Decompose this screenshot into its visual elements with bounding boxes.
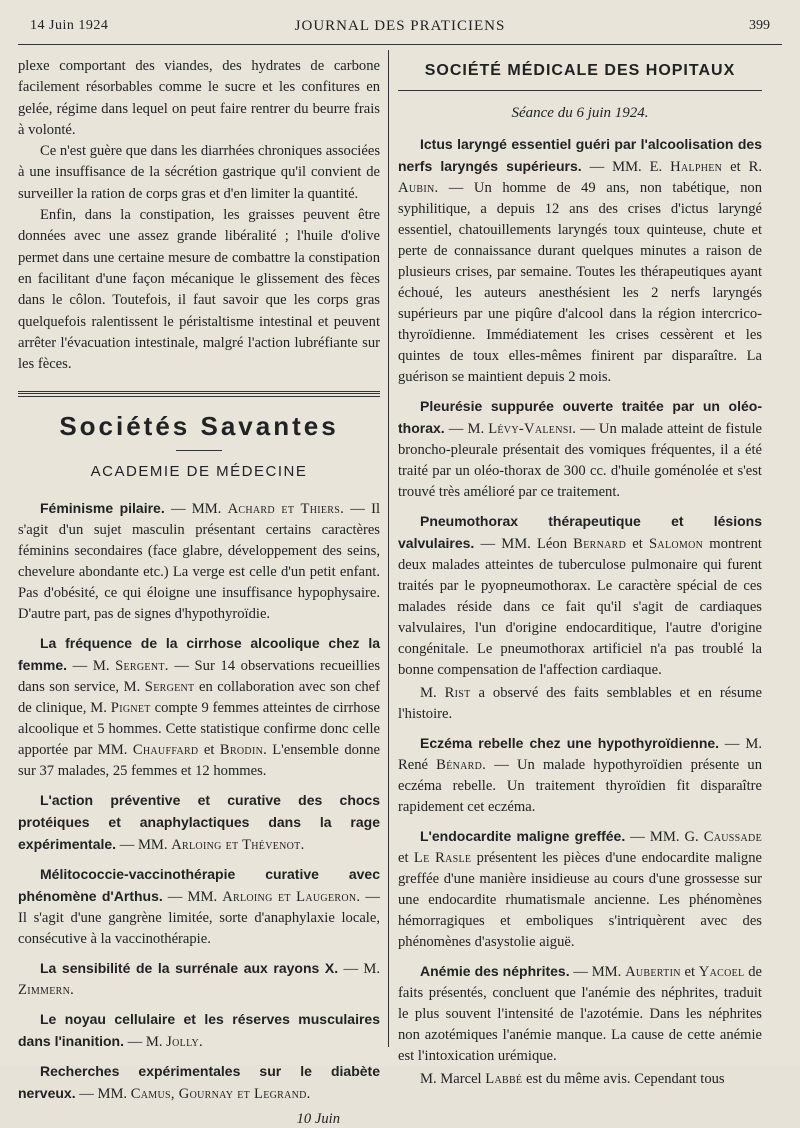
article-body: — Il s'agit d'un sujet masculin présentant certains caractères féminins secondaires (face glabre, développement des seins, chevelure abondante etc.) La verge est celle d'un petit enfant. Pas d'obésité, ce qui éloigne une insuffisance hypophysaire. D'autre part, pas de signes d'hypothyroïdie. [18,501,380,623]
intro-paragraph-3: Enfin, dans la constipation, les graisses peuvent être données avec une assez grande libéralité ; l'huile d'olive permet dans une certaine mesure de combattre la constipation en facilitant d'une façon mécanique le glissement des fèces dans le côlon. Toutefois, il faut savoir que les corps gras quelquefois ralentissent le péristaltisme intestinal et peuvent arrêter l'évacuation intestinale, malgré l'action lubréfiante sur les fèces. [18,207,380,373]
article-authors: Camus, Gournay et Legrand. [130,1086,311,1103]
article-body: . L'ensemble donne sur 37 malades, 25 femmes et 12 hommes. [18,742,380,780]
article-title: Anémie des néphrites. [420,963,570,979]
article-dash: — M. [67,658,116,675]
article-body: M. Marcel [420,1071,486,1087]
author-name: Chauffard [132,742,199,759]
article-authors: Zimmern. [18,982,75,999]
article-dash: — MM. G. [625,829,704,845]
article-dash: — M. [444,421,489,437]
section-separator [18,391,380,397]
header-journal-title: JOURNAL DES PRATICIENS [294,18,506,34]
article-body: — Un malade atteint de fistule broncho-pleurale présentait des vomiques fréquentes, il a été traité par un oléo-thorax de 300 cc. d'huile goménolée et s'est trouvé très amélioré par ce traitement. [398,421,762,500]
page-header [30,18,770,44]
article-title: L'action préventive et curative des chocs protéiques et anaphylactiques dans la rage expérimentale. [18,792,380,853]
author-name: Caussade [703,829,762,845]
article-authors: Jolly. [166,1034,203,1051]
intro-paragraph-2: Ce n'est guère que dans les diarrhées chroniques associées à une insuffisance de la sécrétion gastrique qu'il convient de surveiller la ration de corps gras et d'en limiter la quantité. [18,143,380,202]
article-title: Féminisme pilaire. [40,500,165,517]
author-name: Salomon [649,536,704,552]
article-title: La sensibilité de la surrénale aux rayons X. [40,960,339,977]
author-name: Brodin [219,742,264,759]
article-title: Pneumothorax thérapeutique et lésions valvulaires. [398,513,762,551]
article-dash: — MM. [164,501,228,518]
article-eczema [398,733,762,818]
author-name: Labbé [485,1071,523,1087]
author-name: Halphen [670,159,723,175]
article-title: Le noyau cellulaire et les réserves musculaires dans l'inanition. [18,1011,380,1050]
article-feminisme [18,498,380,625]
article-title: Mélitococcie-vaccinothérapie curative avec phénomène d'Arthus. [18,866,380,905]
author-name: Aubertin [625,964,681,980]
author-name: Sergent. [115,658,169,675]
author-name: Sergent [144,679,195,696]
article-labbe [398,1069,762,1090]
article-body: et [398,850,414,866]
article-body: — Il s'agit d'une gangrène limitée, sorte d'anaphylaxie locale, consécutive à la vaccinothérapie. [18,889,380,948]
article-body: — Un malade hypothyroïdien présente un eczéma rebelle. Un traitement thyroïdien fit disparaître rapidement cet eczéma. [398,757,763,815]
short-rule [176,450,222,451]
article-melitococcie [18,864,380,950]
article-body: M. [420,685,445,701]
article-title: Eczéma rebelle chez une hypothyroïdienne. [420,735,720,751]
article-pneumothorax [398,511,762,681]
article-title: Ictus laryngé essentiel guéri par l'alcoolisation des nerfs laryngés supérieurs. [398,136,762,174]
article-authors: Arloing et Thévenot. [171,837,305,854]
article-pleuresie [398,396,762,503]
continued-date: 10 Juin [296,1111,340,1128]
intro-paragraph-1: plexe comportant des viandes, des hydrates de carbone facilement résorbables comme le sucre et les confitures en gelée, régime dans lequel on peut faire rentrer du beurre frais à volonté. [18,58,380,138]
article-body: compte 9 femmes atteintes de cirrhose alcoolique et 5 hommes. Cette statistique confirme donc celle apportée par MM. [18,700,380,759]
article-body: en collaboration avec son chef de clinique, M. [18,679,381,717]
article-endocardite [398,826,762,953]
article-authors: Lévy-Valensi. [488,421,577,437]
academy-heading: ACADEMIE DE MÉDECINE [90,463,308,481]
session-date: Séance du 6 juin 1924. [511,105,649,121]
left-column [18,56,380,1128]
page-number: 399 [749,18,770,33]
author-name: Aubin [398,180,435,196]
section-title: Sociétés Savantes [59,411,339,442]
article-title: Pleurésie suppurée ouverte traitée par un oléo-thorax. [398,398,762,436]
author-name: Pignet [110,700,151,717]
article-body: — Sur 14 observations recueillies dans son service, M. [18,658,380,696]
author-name: Le Rasle [413,850,472,866]
article-dash: — MM. [116,837,172,854]
author-name: Yacoel [698,964,745,980]
header-rule [18,44,782,45]
author-name: Bernard [573,536,627,552]
article-authors: Achard et Thiers. [227,501,345,518]
article-surrenale [18,958,380,1001]
article-body: de faits présentés, concluent que l'anémie des néphrites, traduit le plus souvent l'intensité de l'azotémie. Dans les néphrites non azotémiques l'anémie manque. La cause de cette anémie est l'intoxication urémique. [398,964,762,1064]
article-title: La fréquence de la cirrhose alcoolique chez la femme. [18,635,380,674]
article-dash: — MM. E. [581,159,671,175]
article-rage [18,790,380,856]
article-anemie [398,961,762,1067]
author-name: Rist [444,685,471,701]
article-title: L'endocardite maligne greffée. [420,828,626,844]
article-body: . — Un homme de 49 ans, non tabétique, non syphilitique, a depuis 12 ans des crises d'ictus laryngé essentiel, chatouillements laryngés toux quinteuse, chute et perte de connaissance durant quelques minutes a raison de plusieurs crises, par semaine. Toutes les thérapeutiques ayant échoué, les auteurs anesthésient les 2 nerfs laryngés supérieurs par une piqûre d'alcool dans la région intercrico-thyroïdienne. Immédiatement les crises cessèrent et les quintes de toux elles-mêmes finirent par disparaître. La guérison se maintient depuis 2 mois. [398,180,762,385]
article-rist [398,683,762,725]
society-heading: SOCIÉTÉ MÉDICALE DES HOPITAUX [424,62,736,79]
article-body: et [198,742,220,759]
article-title: Recherches expérimentales sur le diabète nerveux. [18,1063,380,1102]
article-dash: — MM. [75,1086,131,1103]
article-dash: — M. [124,1034,167,1051]
article-diabete [18,1061,380,1105]
right-column [398,56,762,1098]
header-date: 14 Juin 1924 [30,18,109,33]
article-body: et [626,536,650,552]
article-cirrhose [18,633,380,782]
article-body: a observé des faits semblables et en résume l'histoire. [398,685,762,722]
article-dash: — MM. [569,964,626,980]
article-body: est du même avis. Cependant tous [522,1071,725,1087]
society-rule [398,90,762,91]
article-dash: — M. René [398,736,762,773]
article-authors: Bénard. [436,757,487,773]
article-body: et [680,964,699,980]
article-body: et R. [722,159,762,175]
article-body: montrent deux malades atteintes de tuberculose pulmonaire qui furent traités par le pyopneumothorax. Le caractère spécial de ces malades réside dans ce fait qu'il s'agit de cardiaques valvulaires, l'un d'origine endocarditique, l'autre d'origine congénitale. Le pneumothorax artificiel n'a pas troublé la bonne compensation de l'affection cardiaque. [398,536,762,678]
column-divider [388,50,389,1047]
article-body: présentent les pièces d'une endocardite maligne greffée d'une manière insidieuse au cours d'une grossesse sur une endocardite rhumatismale ancienne. Les phénomènes hémorragiques et emboliques s'intriquèrent avec des phénomènes d'asystolie aiguë. [398,850,762,950]
article-dash: — M. [338,961,381,978]
article-noyau [18,1009,380,1053]
article-authors: Arloing et Laugeron. [222,889,361,906]
article-dash: — MM. Léon [474,536,574,552]
article-dash: — MM. [162,889,223,906]
article-ictus [398,134,762,388]
